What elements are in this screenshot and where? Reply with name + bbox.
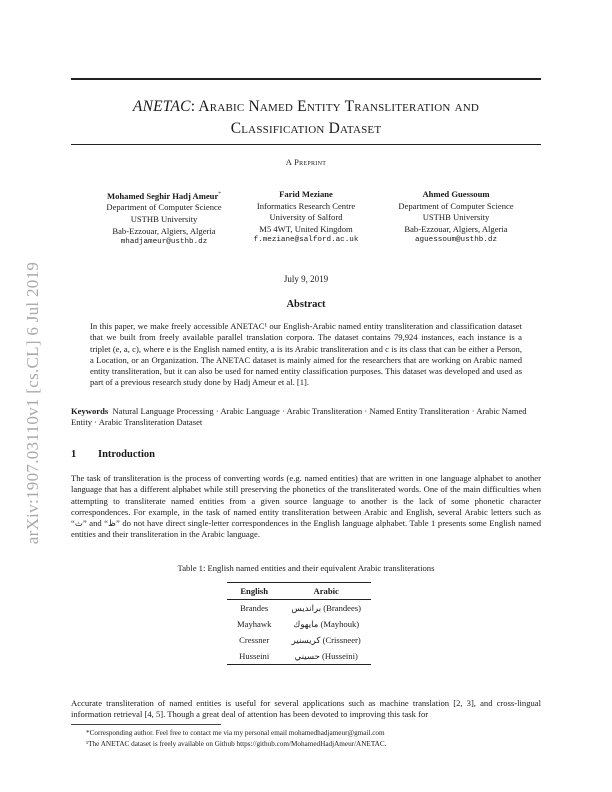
table-header-row bbox=[227, 583, 371, 600]
footnote-corresponding-author: *Corresponding author. Feel free to contact me via my personal email mohamedhadjameur@gmail.com bbox=[86, 729, 385, 737]
author-name: Ahmed Guessoum bbox=[422, 189, 490, 199]
column-header: English bbox=[240, 586, 269, 596]
footnote-rule bbox=[71, 724, 221, 725]
author-location: M5 4WT, United Kingdom bbox=[259, 223, 353, 234]
title-acronym: ANETAC bbox=[132, 98, 191, 115]
abstract-text: In this paper, we make freely accessible ANETAC¹ our English-Arabic named entity transliteration and classification dataset that we built from freely available parallel translation corpora. The dataset contains 79,924 instances, each instance is a triplet (e, a, c), where e is the English named entity, a is its Arabic transliteration and c is its class that can be either a Person, a Location, or an Organization. The ANETAC dataset is mainly aimed for the researchers that are working on Arabic named entity transliteration, but it can also be used for named entity classification purposes. This dataset was developed and used as part of a previous research study done by Hadj Ameur et al. [1]. bbox=[90, 321, 522, 388]
author-organization: USTHB University bbox=[130, 214, 198, 225]
table-cell-english: Cressner bbox=[239, 635, 270, 645]
author-location: Bab-Ezzouar, Algiers, Algeria bbox=[112, 225, 216, 236]
table-cell-arabic: مايهوك (Mayhouk) bbox=[293, 619, 360, 629]
table-row bbox=[227, 616, 371, 632]
table-caption: Table 1: English named entities and their equivalent Arabic transliterations bbox=[177, 563, 435, 573]
author-email: mhadjameur@usthb.dz bbox=[120, 238, 208, 247]
paper-title bbox=[71, 96, 541, 140]
author-block-3 bbox=[376, 189, 536, 247]
table-row bbox=[227, 632, 371, 648]
section-heading bbox=[71, 449, 155, 460]
author-department: Department of Computer Science bbox=[106, 202, 222, 213]
table-cell-english: Brandes bbox=[240, 603, 269, 613]
keywords bbox=[71, 406, 541, 429]
table-row bbox=[227, 600, 371, 617]
author-organization: USTHB University bbox=[422, 212, 490, 223]
section-title: Introduction bbox=[98, 449, 155, 460]
footnotes bbox=[86, 728, 541, 750]
arxiv-identifier: arXiv:1907.03110v1 [cs.CL] 6 Jul 2019 bbox=[23, 261, 42, 545]
table-cell-arabic: كريسنير (Crissneer) bbox=[291, 635, 361, 645]
keywords-label: Keywords bbox=[71, 406, 109, 416]
author-name: Farid Meziane bbox=[279, 189, 333, 199]
intro-paragraph: The task of transliteration is the process of converting words (e.g. named entities) that are written in one language alphabet to another language that has a different alphabet while still preserving the phonetics of the transliterated words. One of the main difficulties when attempting to transliterate named entities from a given source language to another is the lack of some phonetic character correspondences. For example, in the task of named entity transliteration between Arabic and English, several Arabic letters such as “ث” and “ظ” do not have direct single-letter correspondences in the English language alphabet. Table 1 presents some English named entities and their transliteration in the Arabic language. bbox=[71, 473, 541, 540]
author-organization: University of Salford bbox=[269, 212, 343, 223]
section-number: 1 bbox=[71, 449, 77, 460]
title-top-rule bbox=[71, 78, 541, 80]
abstract-heading: Abstract bbox=[286, 299, 326, 310]
table-cell-english: Mayhawk bbox=[237, 619, 272, 629]
title-bottom-rule bbox=[71, 144, 541, 145]
author-name: Mohamed Seghir Hadj Ameur* bbox=[106, 190, 222, 201]
table-cell-arabic: حسيني (Husseini) bbox=[294, 651, 358, 661]
author-email: aguessoum@usthb.dz bbox=[414, 236, 498, 245]
keywords-list: Natural Language Processing · Arabic Language · Arabic Transliteration · Named Entity Transliteration · Arabic Named Entity · Arabic Transliteration Dataset bbox=[71, 406, 527, 428]
author-email: f.meziane@salford.ac.uk bbox=[253, 236, 359, 245]
title-line-1: : Arabic Named Entity Transliteration and bbox=[190, 98, 480, 115]
author-location: Bab-Ezzouar, Algiers, Algeria bbox=[404, 223, 508, 234]
author-department: Department of Computer Science bbox=[398, 200, 514, 211]
publication-date: July 9, 2019 bbox=[283, 274, 329, 284]
footnote-dataset-link: ¹The ANETAC dataset is freely available on Github https://github.com/MohamedHadjAmeur/ANETAC. bbox=[86, 740, 387, 748]
table-cell-english: Husseini bbox=[239, 651, 270, 661]
author-block-2 bbox=[226, 189, 386, 247]
title-line-2: Classification Dataset bbox=[230, 120, 382, 137]
author-department: Informatics Research Centre bbox=[256, 200, 356, 211]
table-cell-arabic: برانديس (Brandees) bbox=[291, 603, 362, 613]
preprint-label: A Preprint bbox=[285, 157, 327, 167]
table-row bbox=[227, 648, 371, 665]
author-block-1 bbox=[84, 189, 244, 249]
transliteration-table bbox=[227, 582, 371, 665]
column-header: Arabic bbox=[313, 586, 339, 596]
body-paragraph: Accurate transliteration of named entities is useful for several applications such as machine translation [2, 3], and cross-lingual information retrieval [4, 5]. Though a great deal of attention has been devoted to improving this task for bbox=[71, 698, 541, 720]
